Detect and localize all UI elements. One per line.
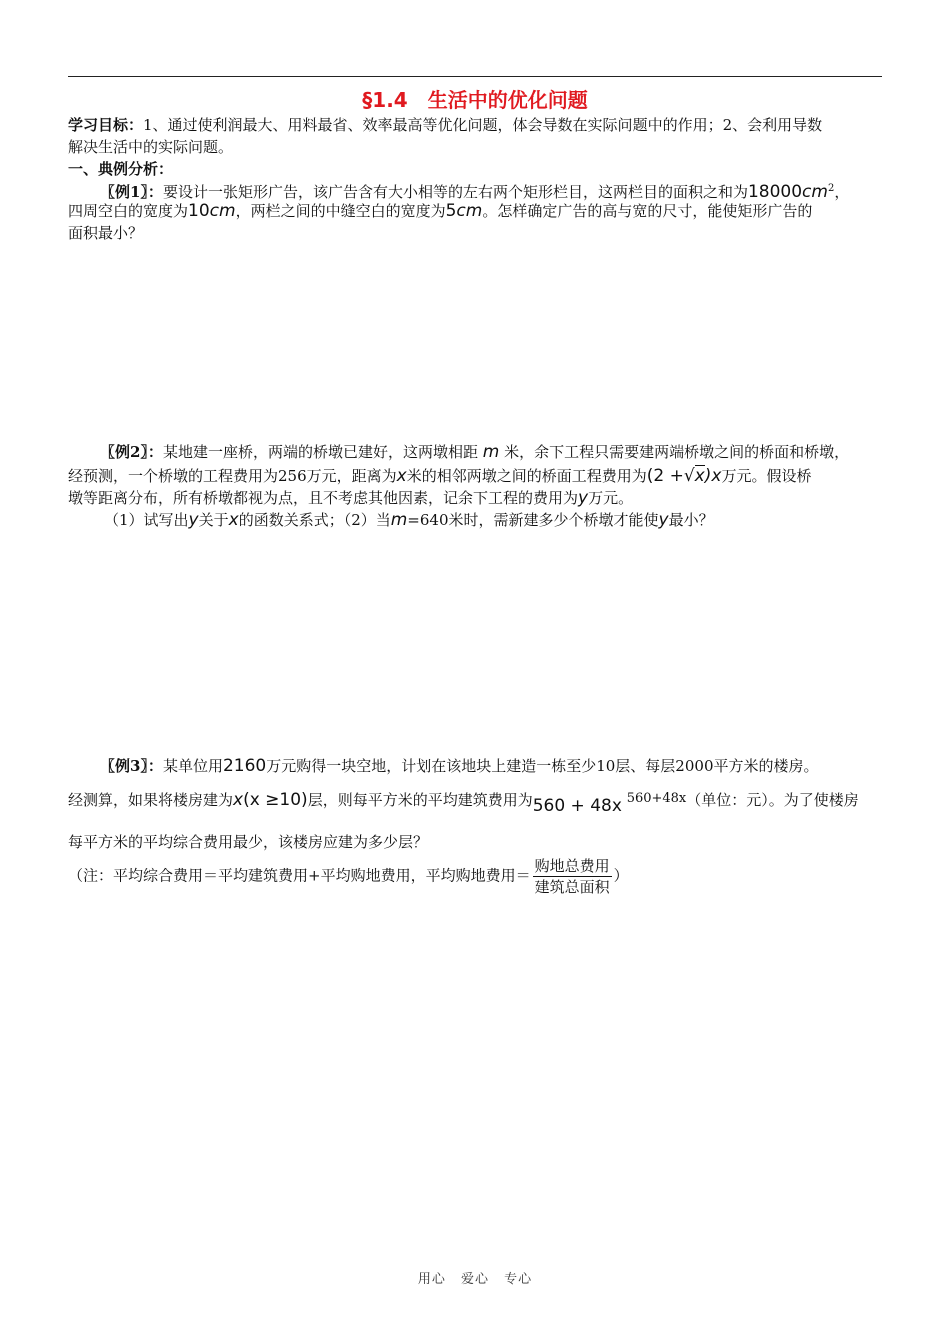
example3-label: 〖例3〗： bbox=[100, 757, 163, 775]
section-heading: 一、典例分析： bbox=[68, 160, 174, 178]
margin-unit: cm bbox=[209, 201, 236, 221]
example-2-questions bbox=[104, 509, 884, 531]
example2-text: 某地建一座桥，两端的桥墩已建好，这两墩相距 bbox=[162, 443, 478, 461]
example3-text: 每平方米的平均综合费用最少，该楼房应建为多少层？ bbox=[68, 833, 429, 851]
page-title: §1.4 生活中的优化问题 bbox=[362, 88, 588, 112]
goals-line1: 1、通过使利润最大、用料最省、效率最高等优化问题，体会导数在实际问题中的作用；2、会利用导数 bbox=[143, 116, 823, 134]
example-1-cont bbox=[68, 200, 888, 244]
example3-text: 某单位用 bbox=[162, 757, 223, 775]
area-exponent: 2 bbox=[827, 183, 835, 194]
example2-text: 经预测，一个桥墩的工程费用为256万元，距离为 bbox=[68, 467, 397, 485]
example2-text: 米的相邻两墩之间的桥面工程费用为 bbox=[406, 467, 647, 485]
example-3-note bbox=[68, 856, 888, 897]
example-2 bbox=[100, 441, 890, 463]
cost-formula: (2 + bbox=[646, 466, 684, 486]
example3-text: 经测算，如果将楼房建为 bbox=[68, 791, 234, 809]
fraction-numerator: 购地总费用 bbox=[534, 857, 610, 875]
example3-text: （单位：元）。为了使楼房 bbox=[686, 791, 859, 809]
question-text: （1）试写出 bbox=[104, 511, 189, 529]
example2-text: 万元。 bbox=[588, 489, 634, 507]
example1-text: 面积最小？ bbox=[68, 224, 144, 242]
example3-text: 层，则每平方米的平均建筑费用为 bbox=[307, 791, 533, 809]
example2-label: 〖例2〗： bbox=[100, 443, 163, 461]
cost-value: 2160 bbox=[222, 756, 267, 776]
example1-text: ， bbox=[834, 183, 850, 201]
gap-unit: cm bbox=[456, 201, 483, 221]
example3-text: 万元购得一块空地，计划在该地块上建造一栋至少10层、每层2000平方米的楼房。 bbox=[266, 757, 819, 775]
example2-text: 墩等距离分布，所有桥墩都视为点，且不考虑其他因素，记余下工程的费用为 bbox=[68, 489, 579, 507]
question-text: 关于 bbox=[198, 511, 229, 529]
example-2-cont bbox=[68, 465, 888, 509]
question-text: =640米时，需新建多少个桥墩才能使 bbox=[407, 511, 659, 529]
var-y: y bbox=[658, 510, 669, 530]
var-y: y bbox=[578, 488, 589, 508]
question-text: 最小？ bbox=[668, 511, 714, 529]
example1-text: ，两栏之间的中缝空白的宽度为 bbox=[235, 202, 446, 220]
cost-formula-close: )x bbox=[704, 466, 722, 486]
sqrt-sign: √ bbox=[683, 466, 695, 486]
area-unit: cm bbox=[802, 182, 828, 202]
example-3-cont bbox=[68, 789, 888, 816]
var-y: y bbox=[188, 510, 199, 530]
fraction-denominator: 建筑总面积 bbox=[534, 878, 610, 896]
example2-text: 万元。假设桥 bbox=[721, 467, 812, 485]
var-x: x bbox=[228, 510, 239, 530]
var-x: x bbox=[396, 466, 407, 486]
example2-text: 米，余下工程只需要建两端桥墩之间的桥面和桥墩， bbox=[504, 443, 850, 461]
goals-line2: 解决生活中的实际问题。 bbox=[68, 138, 234, 156]
header-rule bbox=[68, 76, 882, 77]
example1-text: 要设计一张矩形广告，该广告含有大小相等的左右两个矩形栏目，这两栏目的面积之和为 bbox=[162, 183, 748, 201]
note-text: ） bbox=[613, 866, 629, 885]
var-m: m bbox=[390, 510, 408, 530]
build-cost-formula: 560 + 48x bbox=[532, 796, 622, 816]
sqrt-arg: x bbox=[694, 466, 705, 486]
gap-value: 5 bbox=[445, 201, 457, 221]
goals-label: 学习目标： bbox=[68, 116, 144, 134]
x-condition: (x ≥10) bbox=[243, 790, 308, 810]
note-text: （注：平均综合费用＝平均建筑费用+平均购地费用，平均购地费用＝ bbox=[68, 866, 531, 885]
example1-text: 。怎样确定广告的高与宽的尺寸，能使矩形广告的 bbox=[482, 202, 813, 220]
page-footer: 用心 爱心 专心 bbox=[417, 1272, 533, 1287]
margin-value: 10 bbox=[188, 201, 210, 221]
example1-label: 〖例1〗： bbox=[100, 183, 163, 201]
question-text: 的函数关系式；（2）当 bbox=[238, 511, 391, 529]
area-value: 18000 bbox=[747, 182, 803, 202]
land-cost-fraction bbox=[533, 856, 612, 897]
var-m: m bbox=[482, 442, 500, 462]
example-3 bbox=[100, 755, 890, 777]
build-cost-formula-duplicate: 560+48x bbox=[626, 791, 687, 806]
var-x: x bbox=[233, 790, 244, 810]
learning-goals bbox=[68, 114, 888, 180]
example1-text: 四周空白的宽度为 bbox=[68, 202, 189, 220]
example-3-question bbox=[68, 831, 888, 853]
